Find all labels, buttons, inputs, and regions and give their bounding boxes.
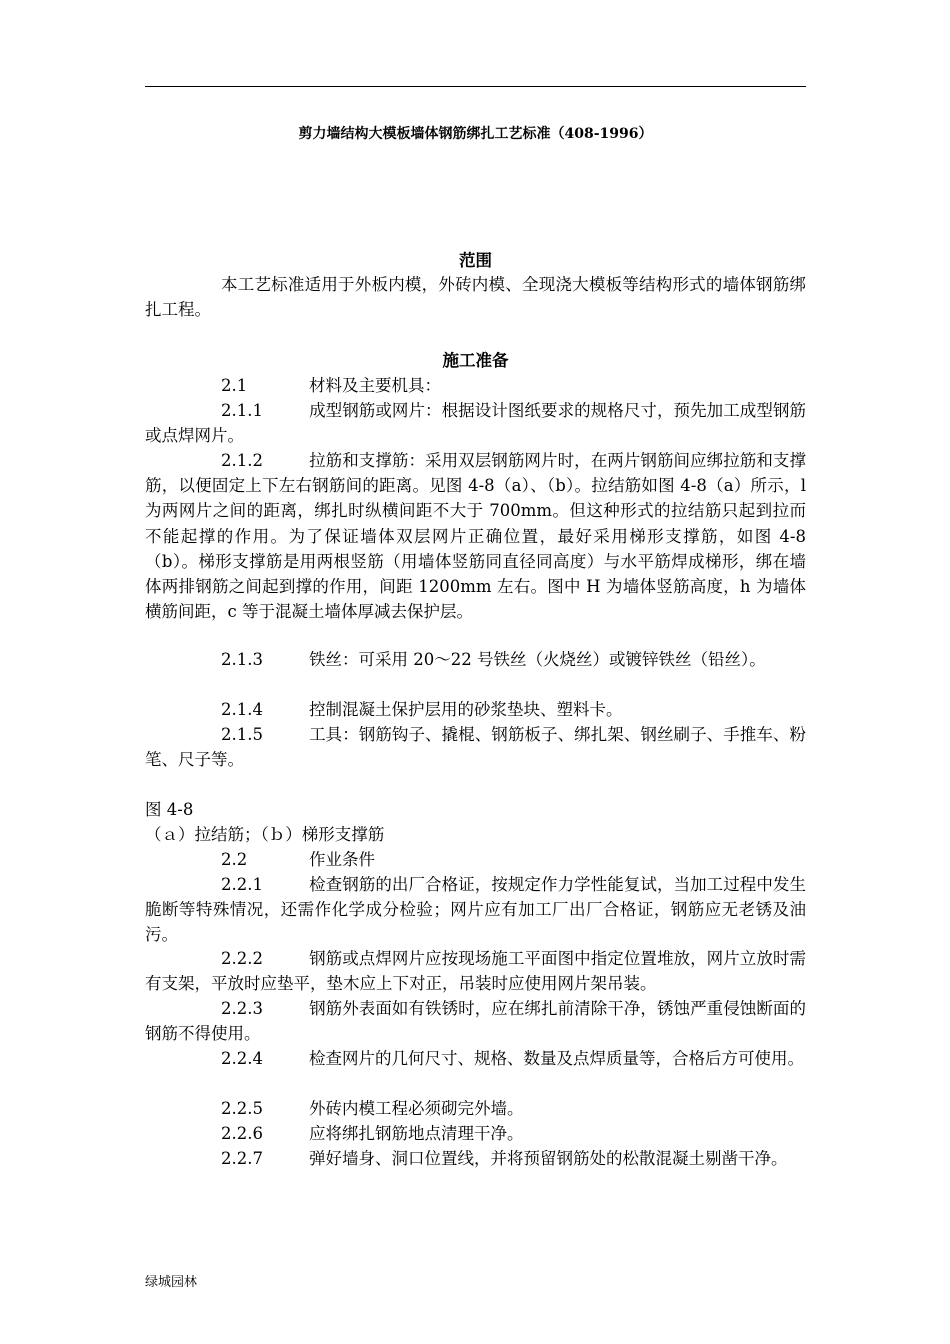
clause-number: 2.2.5 — [221, 1099, 263, 1118]
clause-number: 2.2 — [221, 850, 248, 869]
clause-text: 控制混凝土保护层用的砂浆垫块、塑料卡。 — [309, 700, 623, 719]
clause-text: 拉筋和支撑筋：采用双层钢筋网片时，在两片钢筋间应绑拉筋和支撑筋，以便固定上下左右钢筋间的距离。见图 4-8（a）、（b）。拉结筋如图 4-8（a）所示，l 为两网片之间的距离，绑扎时纵横间距不大于 700mm。但这种形式的拉结筋只起到拉而不能起撑的作用。为了保证墙体双层网片正确位置，最好采用梯形支撑筋，如图 4-8（b）。梯形支撑筋是用两根竖筋（用墙体竖筋同直径同高度）与水平筋焊成梯形，绑在墙体两排钢筋之间起到撑的作用，间距 1200mm 左右。图中 H 为墙体竖筋高度，h 为墙体横筋间距，c 等于混凝土墙体厚减去保护层。 — [145, 451, 806, 622]
clause-number: 2.1.4 — [221, 700, 263, 719]
clause-2-1-3 — [145, 647, 806, 672]
clause-text: 钢筋或点焊网片应按现场施工平面图中指定位置堆放，网片立放时需有支架，平放时应垫平，垫木应上下对正，吊装时应使用网片架吊装。 — [145, 949, 806, 994]
document-title: 剪力墙结构大模板墙体钢筋绑扎工艺标准（408-1996） — [298, 126, 653, 142]
clause-text: 检查网片的几何尺寸、规格、数量及点焊质量等，合格后方可使用。 — [309, 1049, 804, 1068]
clause-2-2-2 — [145, 946, 806, 996]
figure-label: 图 4-8 — [145, 800, 194, 819]
clause-2-1-1 — [145, 398, 806, 448]
clause-2-1 — [145, 373, 806, 398]
clause-2-2-6 — [145, 1121, 806, 1146]
clause-2-2-4 — [145, 1046, 806, 1071]
clause-number: 2.1.3 — [221, 650, 263, 669]
clause-2-1-2 — [145, 448, 806, 624]
clause-number: 2.2.4 — [221, 1049, 263, 1068]
section-heading-prep: 施工准备 — [442, 351, 509, 370]
clause-text: 弹好墙身、洞口位置线，并将预留钢筋处的松散混凝土剔凿干净。 — [309, 1149, 788, 1168]
clause-number: 2.1.1 — [221, 401, 263, 420]
clause-number: 2.1 — [221, 376, 248, 395]
clause-text: 应将绑扎钢筋地点清理干净。 — [309, 1124, 524, 1143]
clause-number: 2.2.3 — [221, 999, 263, 1018]
clause-number: 2.1.5 — [221, 725, 263, 744]
clause-text: 材料及主要机具： — [309, 376, 441, 395]
clause-number: 2.2.6 — [221, 1124, 263, 1143]
clause-2-2-3 — [145, 996, 806, 1046]
paragraph-scope: 本工艺标准适用于外板内模，外砖内模、全现浇大模板等结构形式的墙体钢筋绑扎工程。 — [145, 275, 806, 320]
clause-2-1-4 — [145, 697, 806, 722]
clause-text: 外砖内模工程必须砌完外墙。 — [309, 1099, 524, 1118]
page-footer: 绿城园林 — [145, 1275, 198, 1290]
clause-number: 2.1.2 — [221, 451, 263, 470]
clause-2-2 — [145, 847, 806, 872]
clause-text: 成型钢筋或网片：根据设计图纸要求的规格尺寸，预先加工成型钢筋或点焊网片。 — [145, 401, 806, 446]
clause-2-1-5 — [145, 722, 806, 772]
clause-number: 2.2.7 — [221, 1149, 263, 1168]
header-rule — [145, 86, 806, 87]
section-heading-scope: 范围 — [459, 251, 492, 270]
clause-text: 钢筋外表面如有铁锈时，应在绑扎前清除干净，锈蚀严重侵蚀断面的钢筋不得使用。 — [145, 999, 806, 1044]
clause-text: 检查钢筋的出厂合格证，按规定作力学性能复试，当加工过程中发生脆断等特殊情况，还需作化学成分检验；网片应有加工厂出厂合格证，钢筋应无老锈及油污。 — [145, 875, 806, 945]
clause-number: 2.2.1 — [221, 875, 263, 894]
clause-2-2-1 — [145, 872, 806, 948]
clause-text: 作业条件 — [309, 850, 375, 869]
clause-number: 2.2.2 — [221, 949, 263, 968]
clause-text: 工具：钢筋钩子、撬棍、钢筋板子、绑扎架、钢丝刷子、手推车、粉笔、尺子等。 — [145, 725, 806, 770]
clause-2-2-7 — [145, 1146, 806, 1171]
figure-caption: （ａ）拉结筋；（ｂ）梯形支撑筋 — [145, 825, 385, 844]
clause-text: 铁丝：可采用 20～22 号铁丝（火烧丝）或镀锌铁丝（铅丝）。 — [309, 650, 766, 669]
clause-2-2-5 — [145, 1096, 806, 1121]
